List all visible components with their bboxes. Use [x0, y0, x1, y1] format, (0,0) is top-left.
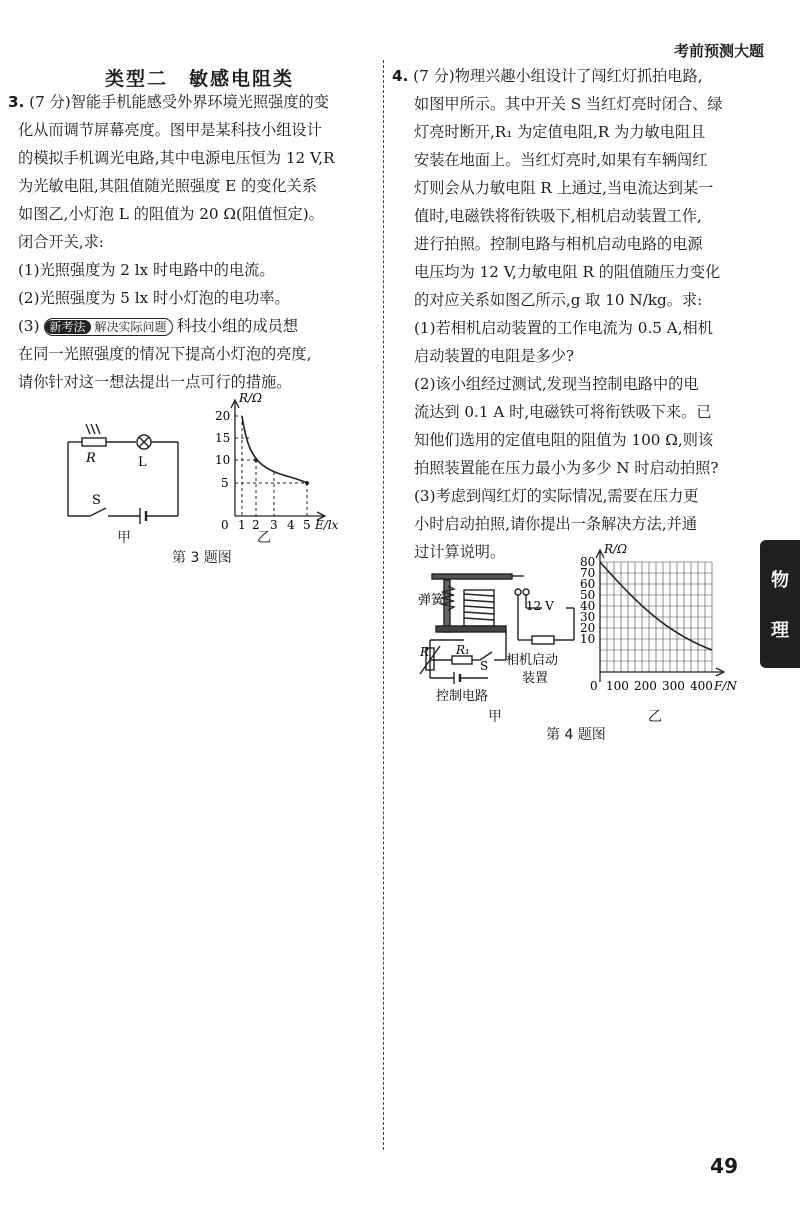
fixed-resistor-symbol — [452, 656, 472, 664]
q4-line: 灯则会从力敏电阻 R 上通过,当电流达到某一 — [414, 179, 714, 197]
badge-new-method: 新考法 — [45, 320, 91, 334]
q3-graph-label: 乙 — [257, 530, 271, 546]
question-4 — [392, 62, 760, 566]
r-label: R — [420, 645, 430, 659]
q3-sub3-text: 科技小组的成员想 — [176, 317, 299, 335]
x-axis-label: F/N — [714, 679, 737, 693]
question-number: 4. — [392, 67, 409, 85]
switch-label: S — [92, 493, 101, 508]
y-tick: 10 — [215, 453, 231, 467]
lamp-label: L — [138, 455, 147, 470]
q4-circuit-diagram — [418, 560, 584, 712]
subject-tab-char: 物 — [771, 570, 789, 591]
control-circuit-label: 控制电路 — [436, 689, 489, 704]
x-tick: 0 — [590, 679, 598, 693]
x-tick: 1 — [238, 518, 246, 530]
y-tick: 40 — [580, 599, 596, 613]
x-tick: 0 — [221, 518, 229, 530]
camera-device-symbol — [532, 636, 554, 644]
x-tick: 300 — [662, 679, 685, 693]
camera-label: 相机启动 — [506, 653, 559, 668]
column-divider — [383, 60, 384, 1150]
q4-line: 进行拍照。控制电路与相机启动电路的电源 — [414, 235, 703, 253]
voltage-label: 12 V — [526, 599, 554, 613]
q3-line: 闭合开关,求: — [18, 233, 104, 251]
q3-sub3 — [8, 312, 378, 340]
subject-tab-char: 理 — [771, 620, 789, 641]
s-label: S — [480, 659, 489, 673]
resistor-label: R — [86, 451, 96, 466]
q3-graph — [205, 388, 365, 530]
q4-line: (7 分)物理兴趣小组设计了闯红灯抓拍电路, — [413, 67, 703, 85]
y-tick: 50 — [580, 588, 596, 602]
q4-sub2-line: (2)该小组经过测试,发现当控制电路中的电 — [414, 375, 699, 393]
spring-label: 弹簧 — [418, 593, 445, 608]
y-axis-label: R/Ω — [604, 542, 628, 556]
q4-line: 的对应关系如图乙所示,g 取 10 N/kg。求: — [414, 291, 703, 309]
q4-line: 值时,电磁铁将衔铁吸下,相机启动装置工作, — [414, 207, 702, 225]
section-title: 类型二 敏感电阻类 — [105, 68, 295, 90]
q3-diagram-label: 甲 — [117, 530, 131, 546]
switch-symbol — [90, 508, 106, 516]
q4-sub2-line: 知他们选用的定值电阻的阻值为 100 Ω,则该 — [414, 431, 714, 449]
q4-graph — [564, 540, 744, 700]
x-tick: 100 — [606, 679, 629, 693]
q4-sub1-line: (1)若相机启动装置的工作电流为 0.5 A,相机 — [414, 319, 713, 337]
x-tick: 200 — [634, 679, 657, 693]
y-tick: 70 — [580, 566, 596, 580]
q3-circuit-diagram — [60, 420, 190, 535]
y-tick: 80 — [580, 555, 596, 569]
q3-sub3-prefix: (3) — [18, 317, 40, 335]
q3-line: 为光敏电阻,其阻值随光照强度 E 的变化关系 — [18, 177, 317, 195]
q4-sub2-line: 拍照装置能在压力最小为多少 N 时启动拍照? — [414, 459, 719, 477]
q3-line: 化从而调节屏幕亮度。图甲是某科技小组设计 — [18, 121, 322, 139]
q4-sub3-line: 小时启动拍照,请你提出一条解决方法,并通 — [414, 515, 698, 533]
badge-practical: 解决实际问题 — [94, 320, 167, 334]
q3-sub1: (1)光照强度为 2 lx 时电路中的电流。 — [18, 261, 275, 279]
q3-line: 的模拟手机调光电路,其中电源电压恒为 12 V,R — [18, 149, 335, 167]
q4-line: 电压均为 12 V,力敏电阻 R 的阻值随压力变化 — [414, 263, 721, 281]
q3-sub2: (2)光照强度为 5 lx 时小灯泡的电功率。 — [18, 289, 290, 307]
q3-sub3-line: 在同一光照强度的情况下提高小灯泡的亮度, — [18, 345, 312, 363]
q3-sub3-line: 请你针对这一想法提出一点可行的措施。 — [18, 373, 292, 391]
q4-sub3-line: 过计算说明。 — [414, 543, 506, 561]
x-axis-label: E/lx — [315, 518, 339, 530]
q4-sub3-line: (3)考虑到闯红灯的实际情况,需要在压力更 — [414, 487, 699, 505]
y-tick: 60 — [580, 577, 596, 591]
y-tick: 10 — [580, 632, 596, 646]
question-3 — [8, 88, 378, 396]
q4-caption: 第 4 题图 — [546, 727, 606, 743]
y-tick: 5 — [221, 476, 229, 490]
q4-line: 安装在地面上。当红灯亮时,如果有车辆闯红 — [414, 151, 708, 169]
x-tick: 400 — [690, 679, 713, 693]
y-tick: 20 — [580, 621, 596, 635]
y-tick: 15 — [215, 431, 231, 445]
q4-graph-label: 乙 — [648, 709, 662, 725]
q4-sub2-line: 流达到 0.1 A 时,电磁铁可将衔铁吸下来。已 — [414, 403, 712, 421]
y-tick: 20 — [215, 409, 231, 423]
question-number: 3. — [8, 93, 25, 111]
q4-line: 灯亮时断开,R₁ 为定值电阻,R 为力敏电阻且 — [414, 123, 706, 141]
x-tick: 2 — [252, 518, 260, 530]
photoresistor-symbol — [82, 438, 106, 446]
q3-line: (7 分)智能手机能感受外界环境光照强度的变 — [29, 93, 329, 111]
q4-circuit-label: 甲 — [488, 709, 502, 725]
q4-sub1-line: 启动装置的电阻是多少? — [414, 347, 575, 365]
r1-label: R₁ — [456, 643, 470, 657]
x-tick: 3 — [270, 518, 278, 530]
y-axis-label: R/Ω — [239, 391, 263, 405]
camera-label-2: 装置 — [522, 671, 549, 686]
page-number: 49 — [710, 1154, 738, 1178]
x-tick: 4 — [287, 518, 295, 530]
y-tick: 30 — [580, 610, 596, 624]
q3-line: 如图乙,小灯泡 L 的阻值为 20 Ω(阻值恒定)。 — [18, 205, 324, 223]
q3-caption: 第 3 题图 — [172, 550, 232, 566]
subject-tab — [760, 540, 800, 668]
x-tick: 5 — [303, 518, 311, 530]
armature-bar — [432, 574, 512, 579]
new-exam-badge — [44, 318, 173, 336]
header-tag: 考前预测大题 — [673, 42, 764, 60]
q4-line: 如图甲所示。其中开关 S 当红灯亮时闭合、绿 — [414, 95, 723, 113]
